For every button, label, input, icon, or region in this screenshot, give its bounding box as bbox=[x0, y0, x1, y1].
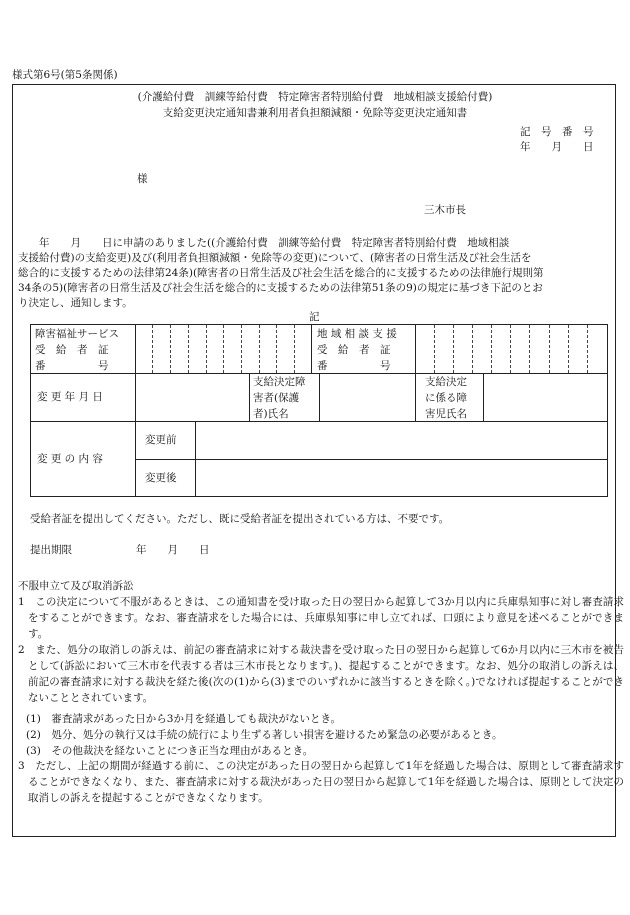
certificate-notice: 受給者証を提出してください。ただし、既に受給者証を提出されている方は、不要です。 bbox=[30, 513, 450, 525]
body-line-5: り決定し、通知します。 bbox=[18, 297, 133, 309]
addressee-suffix: 様 bbox=[137, 173, 148, 185]
sub-item-2: (2) 処分、処分の執行又は手続の続行により生ずる著しい損害を避けるため緊急の必要があるとき。 bbox=[26, 729, 503, 741]
welfare-cert-label-1: 障害福祉サービス bbox=[35, 328, 119, 340]
issuer-name: 三木市長 bbox=[424, 204, 466, 216]
decision-table bbox=[30, 324, 608, 497]
sub-item-1: (1) 審査請求があった日から3か月を経過しても裁決がないとき。 bbox=[26, 713, 342, 725]
recipient-label-2: 害者(保護 bbox=[253, 392, 300, 404]
body-line-3: 総合的に支援するための法律第24条)(障害者の日常生活及び社会生活を総合的に支援するための法律施行規則第 bbox=[18, 267, 544, 279]
sub-item-3: (3) その他裁決を経ないことにつき正当な理由があるとき。 bbox=[26, 745, 314, 757]
child-label-1: 支給決定 bbox=[425, 376, 467, 388]
form-number: 様式第6号(第5条関係) bbox=[12, 69, 118, 81]
appeal-item-3: 3 ただし、上記の期間が経過する前に、この決定があった日の翌日から起算して1年を経過した場合は、原則として審査請求することができなくなり、また、審査請求に対する裁決があった日の翌日から起算して1年を経過した場合は、原則として決定の取消しの訴えを提起することができなくなります。 bbox=[18, 760, 624, 804]
recipient-label-3: 者)氏名 bbox=[253, 408, 289, 420]
welfare-cert-label-3: 番 号 bbox=[35, 360, 109, 372]
deadline-label: 提出期限 bbox=[30, 544, 72, 556]
ki-mark: 記 bbox=[309, 311, 320, 323]
appeal-item-1: 1 この決定について不服があるときは、この通知書を受け取った日の翌日から起算して3か月以内に兵庫県知事に対し審査請求をすることができます。なお、審査請求をした場合には、兵庫県知事に申し立てれば、口頭により意見を述べることができます。 bbox=[18, 596, 624, 640]
change-date-label: 変 更 年 月 日 bbox=[37, 391, 103, 403]
welfare-cert-label-2: 受 給 者 証 bbox=[35, 344, 109, 356]
title-line-1: (介護給付費 訓練等給付費 特定障害者特別給付費 地域相談支援給付費) bbox=[137, 91, 493, 103]
appeal-item-2: 2 また、処分の取消しの訴えは、前記の審査請求に対する裁決書を受け取った日の翌日から起算して6か月以内に三木市を被告として(訴訟において三木市を代表する者は三木市長となります。)、提起することができます。なお、処分の取消しの訴えは、前記の審査請求に対する裁決を経た後(次の(1)から(3)までのいずれかに該当するときを除く。)でなければ提起することができないこととされています。 bbox=[18, 644, 624, 704]
recipient-label-1: 支給決定障 bbox=[253, 376, 306, 388]
child-label-3: 害児氏名 bbox=[425, 408, 467, 420]
child-label-2: に係る障 bbox=[425, 392, 467, 404]
after-label: 変更後 bbox=[145, 472, 177, 484]
regional-cert-label-3: 番 号 bbox=[317, 360, 391, 372]
regional-cert-label-2: 受 給 者 証 bbox=[317, 344, 391, 356]
regional-cert-label-1: 地 域 相 談 支 援 bbox=[317, 328, 397, 340]
body-line-4: 34条の5)(障害者の日常生活及び社会生活を総合的に支援するための法律第51条の9)の規定に基づき下記のとお bbox=[18, 282, 543, 294]
deadline-date: 年 月 日 bbox=[136, 544, 210, 556]
change-content-label: 変 更 の 内 容 bbox=[37, 453, 103, 465]
title-line-2: 支給変更決定通知書兼利用者負担額減額・免除等変更決定通知書 bbox=[162, 107, 468, 119]
body-line-1: 年 月 日に申請のありました((介護給付費 訓練等給付費 特定障害者特別給付費 地域相談 bbox=[18, 237, 510, 249]
document-number-label: 記 号 番 号 bbox=[520, 126, 594, 138]
issue-date-label: 年 月 日 bbox=[520, 141, 594, 153]
appeal-heading: 不服申立て及び取消訴訟 bbox=[18, 580, 134, 592]
body-line-2: 支援給付費)の支給変更)及び(利用者負担額減額・免除等の変更)について、(障害者の日常生活及び社会生活を bbox=[18, 252, 532, 264]
before-label: 変更前 bbox=[145, 434, 177, 446]
